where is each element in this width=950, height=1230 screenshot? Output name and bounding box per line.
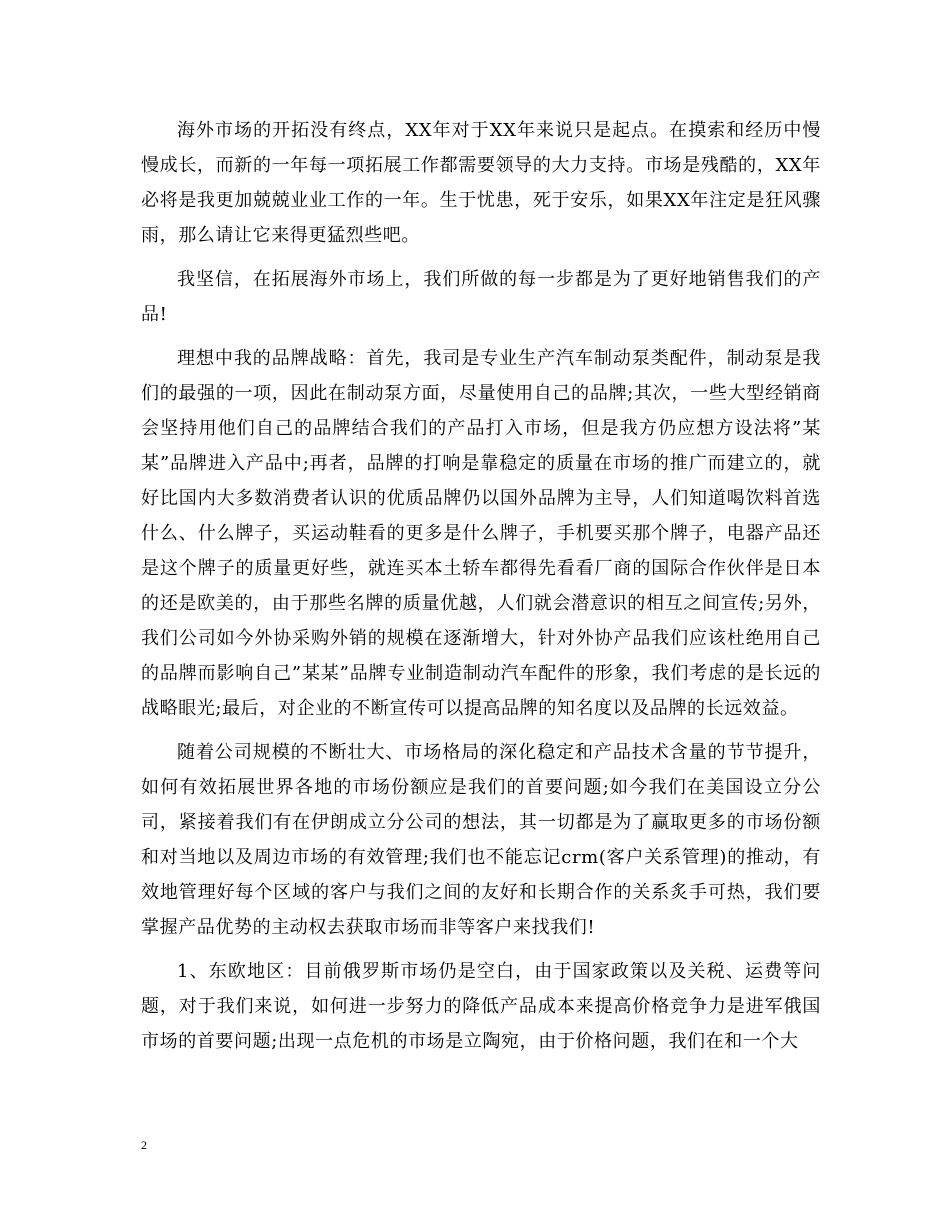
paragraph-company-growth: 随着公司规模的不断壮大、市场格局的深化稳定和产品技术含量的节节提升，如何有效拓展世界各地的市场份额应是我们的首要问题;如今我们在美国设立分公司，紧接着我们有在伊朗成立分公司的想法，其一切都是为了赢取更多的市场份额和对当地以及周边市场的有效管理;我们也不能忘记crm(客户关系管理)的推动，有效地管理好每个区域的客户与我们之间的友好和长期合作的关系炙手可热，我们要掌握产品优势的主动权去获取市场而非等客户来找我们! — [141, 742, 821, 938]
paragraph-overseas-market: 海外市场的开拓没有终点，XX年对于XX年来说只是起点。在摸索和经历中慢慢成长，而新的一年每一项拓展工作都需要领导的大力支持。市场是残酷的，XX年必将是我更加兢兢业业工作的一年。生于忧患，死于安乐，如果XX年注定是狂风骤雨，那么请让它来得更猛烈些吧。 — [141, 120, 821, 246]
paragraph-brand-strategy: 理想中我的品牌战略：首先，我司是专业生产汽车制动泵类配件，制动泵是我们的最强的一项，因此在制动泵方面，尽量使用自己的品牌;其次，一些大型经销商会坚持用他们自己的品牌结合我们的产品打入市场，但是我方仍应想方设法将”某某”品牌进入产品中;再者，品牌的打响是靠稳定的质量在市场的推广而建立的，就好比国内大多数消费者认识的优质品牌仍以国外品牌为主导，人们知道喝饮料首选什么、什么牌子，买运动鞋看的更多是什么牌子，手机要买那个牌子，电器产品还是这个牌子的质量更好些，就连买本土轿车都得先看看厂商的国际合作伙伴是日本的还是欧美的，由于那些名牌的质量优越，人们就会潜意识的相互之间宣传;另外，我们公司如今外协采购外销的规模在逐渐增大，针对外协产品我们应该杜绝用自己的品牌而影响自己”某某”品牌专业制造制动汽车配件的形象，我们考虑的是长远的战略眼光;最后，对企业的不断宣传可以提高品牌的知名度以及品牌的长远效益。 — [141, 348, 821, 719]
document-body — [141, 113, 821, 1068]
paragraph-belief: 我坚信，在拓展海外市场上，我们所做的每一步都是为了更好地销售我们的产品! — [141, 269, 821, 325]
page-number: 2 — [141, 1138, 147, 1152]
paragraph-eastern-europe: 1、东欧地区：目前俄罗斯市场仍是空白，由于国家政策以及关税、运费等问题，对于我们来说，如何进一步努力的降低产品成本来提高价格竞争力是进军俄国市场的首要问题;出现一点危机的市场是立陶宛，由于价格问题，我们在和一个大 — [141, 961, 821, 1052]
